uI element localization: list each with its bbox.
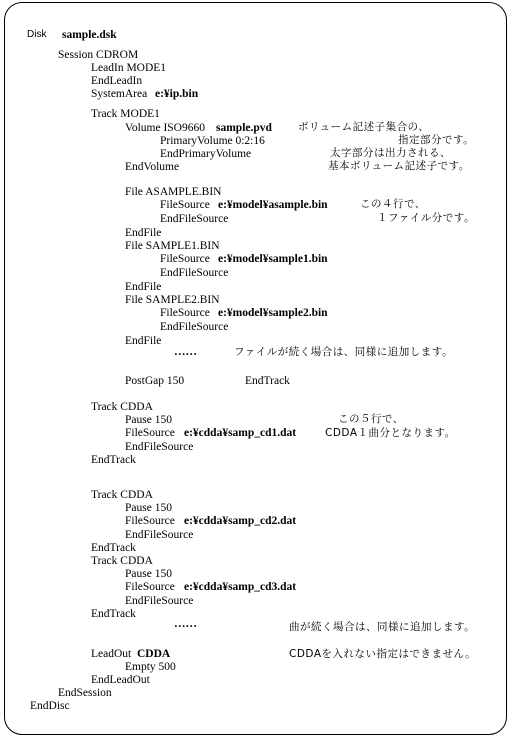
track-cdda-1-source-label: FileSource (125, 427, 175, 439)
file2-source-label: FileSource (160, 253, 210, 265)
note-volume-1: ボリューム記述子集合の、 (298, 121, 430, 133)
track-cdda-2-endtrack: EndTrack (91, 542, 136, 554)
disk-label: Disk (27, 29, 47, 40)
systemarea-value: e:¥ip.bin (155, 88, 199, 100)
primary-volume-line: PrimaryVolume 0:2:16 (160, 135, 265, 147)
note-volume-3: 太字部分は出力される、 (330, 147, 451, 159)
note-file-2: １ファイル分です。 (377, 212, 475, 224)
track-cdda-1-endtrack: EndTrack (91, 454, 136, 466)
disk-file: sample.dsk (62, 29, 117, 41)
track1-endtrack: EndTrack (245, 375, 290, 387)
track-cdda-2-endfilesource: EndFileSource (125, 529, 194, 541)
file3-endfile: EndFile (125, 335, 162, 347)
tracks-ellipsis: …… (174, 618, 197, 630)
note-cdda-2: CDDA１曲分となります。 (325, 427, 456, 439)
note-file-1: この４行で、 (360, 198, 426, 210)
track-cdda-1-endfilesource: EndFileSource (125, 441, 194, 453)
track-cdda-2-source-label: FileSource (125, 515, 175, 527)
track-cdda-2-header: Track CDDA (91, 489, 153, 501)
track1-header: Track MODE1 (91, 108, 160, 120)
note-volume-4: 基本ボリューム記述子です。 (328, 160, 470, 172)
empty-line: Empty 500 (125, 661, 176, 673)
file1-endfile: EndFile (125, 227, 162, 239)
systemarea-label: SystemArea (91, 88, 148, 100)
file2-endfilesource: EndFileSource (160, 267, 229, 279)
file3-endfilesource: EndFileSource (160, 321, 229, 333)
track-cdda-1-source-value: e:¥cdda¥samp_cd1.dat (184, 427, 297, 439)
note-leadout: CDDAを入れない指定はできません。 (289, 648, 477, 660)
track-cdda-1-pause: Pause 150 (125, 414, 172, 426)
session-line: Session CDROM (58, 49, 139, 61)
note-tracks-more: 曲が続く場合は、同様に追加します。 (289, 621, 476, 633)
file3-line: File SAMPLE2.BIN (125, 294, 220, 306)
leadin-line: LeadIn MODE1 (91, 62, 167, 74)
file3-source-value: e:¥model¥sample2.bin (218, 307, 328, 319)
file1-source-label: FileSource (160, 199, 210, 211)
volume-file: sample.pvd (216, 122, 272, 134)
endleadin-line: EndLeadIn (91, 75, 143, 87)
note-cdda-1: この５行で、 (338, 413, 404, 425)
file2-endfile: EndFile (125, 281, 162, 293)
track-cdda-3-endtrack: EndTrack (91, 608, 136, 620)
end-volume-line: EndVolume (125, 161, 180, 173)
note-files-more: ファイルが続く場合は、同様に追加します。 (234, 346, 453, 358)
postgap-line: PostGap 150 (125, 375, 185, 387)
note-volume-2: 指定部分です。 (398, 134, 475, 146)
track-cdda-3-pause: Pause 150 (125, 568, 172, 580)
end-primary-volume-line: EndPrimaryVolume (160, 148, 252, 160)
file1-source-value: e:¥model¥asample.bin (218, 199, 328, 211)
files-ellipsis: …… (174, 346, 197, 358)
endleadout-line: EndLeadOut (91, 674, 150, 686)
file2-source-value: e:¥model¥sample1.bin (218, 253, 328, 265)
track-cdda-3-source-value: e:¥cdda¥samp_cd3.dat (184, 581, 297, 593)
enddisc-line: EndDisc (30, 700, 70, 712)
endsession-line: EndSession (58, 687, 112, 699)
track-cdda-1-header: Track CDDA (91, 401, 153, 413)
leadout-label: LeadOut (91, 648, 132, 660)
file1-line: File ASAMPLE.BIN (125, 186, 222, 198)
track-cdda-3-source-label: FileSource (125, 581, 175, 593)
track-cdda-2-pause: Pause 150 (125, 502, 172, 514)
track-cdda-2-source-value: e:¥cdda¥samp_cd2.dat (184, 515, 297, 527)
track-cdda-3-endfilesource: EndFileSource (125, 595, 194, 607)
track-cdda-3-header: Track CDDA (91, 555, 153, 567)
file2-line: File SAMPLE1.BIN (125, 240, 220, 252)
volume-label: Volume ISO9660 (125, 122, 205, 134)
file3-source-label: FileSource (160, 307, 210, 319)
file1-endfilesource: EndFileSource (160, 213, 229, 225)
leadout-value: CDDA (137, 648, 171, 660)
